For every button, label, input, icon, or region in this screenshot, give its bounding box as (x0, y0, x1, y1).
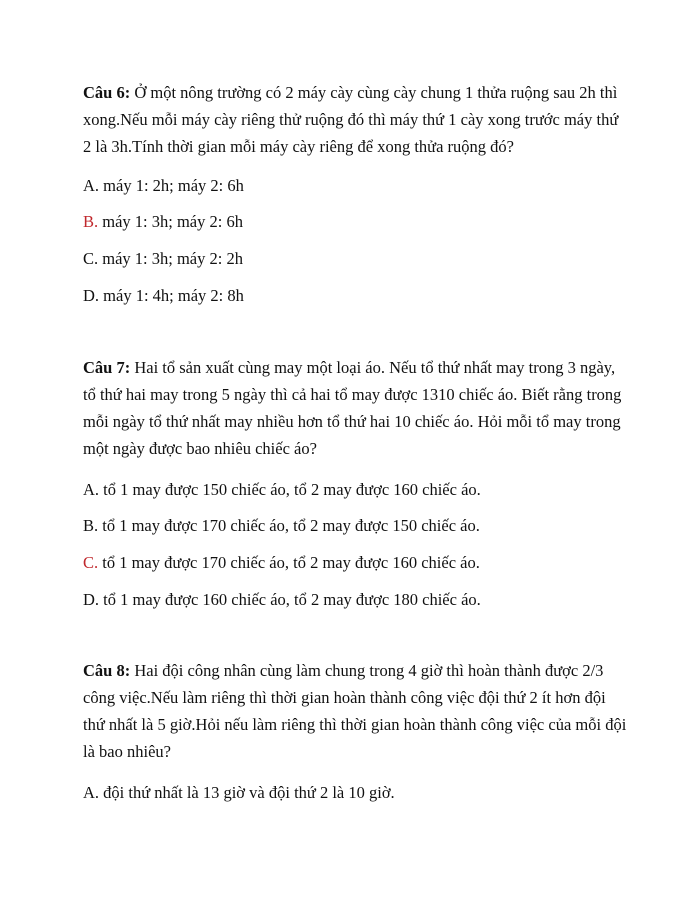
option-a (83, 480, 481, 500)
option-d (83, 286, 244, 306)
option-b (83, 516, 480, 536)
option-text: máy 1: 2h; máy 2: 6h (99, 176, 244, 195)
option-text: máy 1: 3h; máy 2: 6h (98, 212, 243, 231)
option-a (83, 176, 244, 196)
option-d (83, 590, 481, 610)
option-text: tổ 1 may được 170 chiếc áo, tổ 2 may được 160 chiếc áo. (98, 553, 480, 572)
option-letter-correct: B. (83, 212, 99, 231)
option-letter: A. (83, 783, 100, 802)
option-letter: A. (83, 480, 100, 499)
question-text: Hai tổ sản xuất cùng may một loại áo. Nếu tổ thứ nhất may trong 3 ngày, tổ thứ hai may trong 5 ngày thì cả hai tổ may được 1310 chiếc áo. Biết rằng trong mỗi ngày tổ thứ nhất may nhiều hơn tổ thứ hai 10 chiếc áo. Hỏi mỗi tổ may trong một ngày được bao nhiêu chiếc áo? (83, 358, 622, 458)
option-letter: D. (83, 590, 100, 609)
option-c (83, 553, 480, 573)
option-c (83, 249, 243, 269)
option-letter: C. (83, 249, 99, 268)
question-stem (83, 354, 628, 462)
option-text: tổ 1 may được 160 chiếc áo, tổ 2 may được 180 chiếc áo. (99, 590, 481, 609)
question-label: Câu 7: (83, 358, 131, 377)
question-7 (83, 354, 628, 609)
option-letter: B. (83, 516, 99, 535)
option-text: tổ 1 may được 150 chiếc áo, tổ 2 may được 160 chiếc áo. (99, 480, 481, 499)
question-8 (83, 657, 628, 802)
option-text: máy 1: 3h; máy 2: 2h (98, 249, 243, 268)
option-a (83, 783, 395, 803)
question-6 (83, 79, 628, 305)
option-b (83, 212, 243, 232)
option-text: tổ 1 may được 170 chiếc áo, tổ 2 may được 150 chiếc áo. (98, 516, 480, 535)
question-stem (83, 79, 628, 160)
question-text: Ở một nông trường có 2 máy cày cùng cày chung 1 thửa ruộng sau 2h thì xong.Nếu mỗi máy cày riêng thử ruộng đó thì máy thứ 1 cày xong trước máy thứ 2 là 3h.Tính thời gian mỗi máy cày riêng để xong thửa ruộng đó? (83, 83, 619, 156)
option-letter: D. (83, 286, 100, 305)
option-letter-correct: C. (83, 553, 99, 572)
question-text: Hai đội công nhân cùng làm chung trong 4 giờ thì hoàn thành được 2/3 công việc.Nếu làm riêng thì thời gian hoàn thành công việc đội thứ 2 ít hơn đội thứ nhất là 5 giờ.Hỏi nếu làm riêng thì thời gian hoàn thành công việc của mỗi đội là bao nhiêu? (83, 661, 627, 761)
question-label: Câu 8: (83, 661, 131, 680)
option-letter: A. (83, 176, 100, 195)
option-text: máy 1: 4h; máy 2: 8h (99, 286, 244, 305)
option-text: đội thứ nhất là 13 giờ và đội thứ 2 là 10 giờ. (99, 783, 395, 802)
question-stem (83, 657, 628, 765)
question-label: Câu 6: (83, 83, 131, 102)
